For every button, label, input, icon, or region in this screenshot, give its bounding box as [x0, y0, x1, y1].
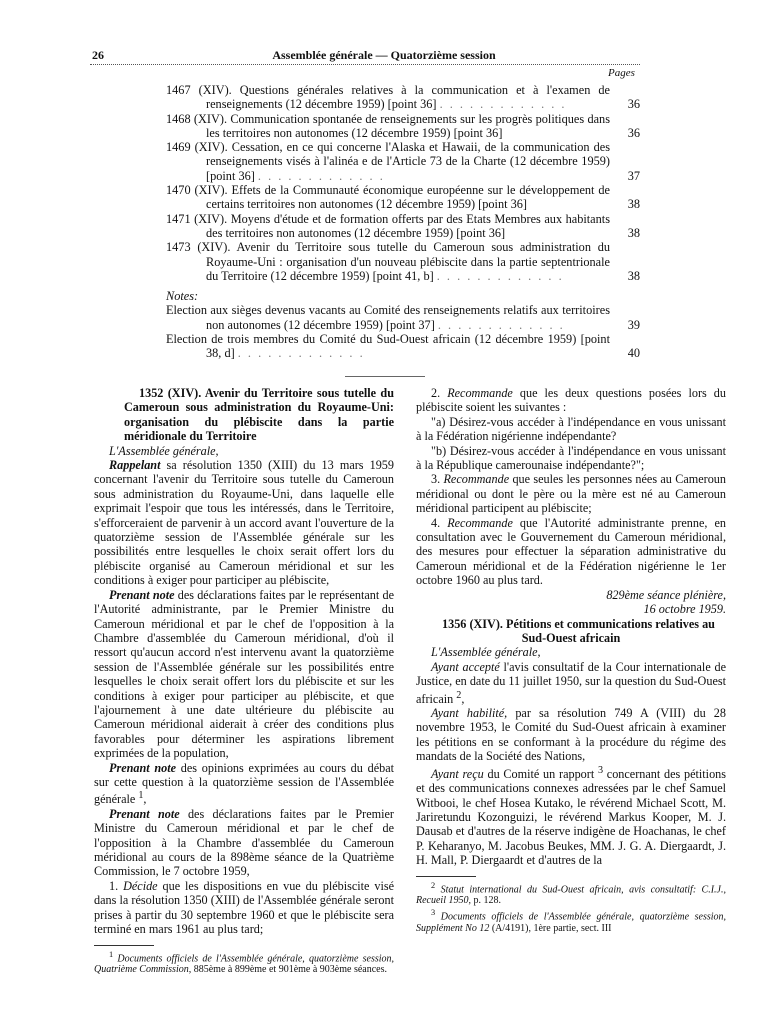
toc-note-text: Election de trois membres du Comité du Sud-Ouest africain (12 décembre 1959) [point 38, d] [166, 332, 610, 361]
plebiscite-question-a: "a) Désirez-vous accéder à l'indépendance en vous unissant à la Fédération nigérienne indépendante? [416, 414, 726, 444]
preamble-paragraph [94, 761, 394, 807]
footnote-marker: 1 [109, 949, 114, 959]
dot-leader: . . . . . . . . . . . . . [257, 168, 385, 183]
paragraph-number: 2. [431, 386, 448, 400]
footnote-2 [416, 880, 726, 907]
right-column [416, 386, 726, 934]
preamble-verb: Ayant accepté [431, 659, 500, 674]
footnote-3 [416, 907, 726, 934]
preamble-verb: Prenant note [109, 760, 177, 775]
preamble-text: des opinions exprimées au cours du débat sur cette question à la quatorzième session de l'Assemblée générale [94, 760, 394, 807]
dot-leader: . . . . . . . . . . . . . [437, 317, 565, 332]
toc-note-page: 40 [627, 346, 640, 361]
table-of-contents [166, 83, 640, 361]
notes-label: Notes: [166, 289, 199, 304]
preamble-verb: Prenant note [109, 806, 180, 821]
paragraph-number: 4. [431, 515, 448, 530]
preamble-text: par sa résolution 749 A (VIII) du 28 novembre 1953, le Comité du Sud-Ouest africain à examiner les pétitions en se conformant à la procédure du régime des mandats de la Société des Nations, [416, 706, 726, 764]
preamble-text: des déclarations faites par le représentant de l'Autorité administrante, par le Premier Ministre du Cameroun méridional et par le chef de l'opposition à la Chambre d'assemblée du Cameroun méridional, d'où il ressort qu'aucun accord n'est intervenu avant la quatorzième session de l'Assemblée générale sur les possibilités entre lesquelles le choix serait offert lors du plébiscite et sur les conditions à exiger pour participer au plébiscite, et que l'ajournement à une date ultérieure du plébiscite au Cameroun méridional aiderait à créer des conditions plus favorables pour déterminer les aspirations librement exprimées de la population, [94, 587, 394, 761]
resolution-intro: L'Assemblée générale, [109, 443, 219, 458]
running-head: Assemblée générale — Quatorzième session [272, 48, 496, 62]
preamble-verb: Ayant reçu [431, 766, 484, 781]
operative-text: que seules les personnes nées au Cameroun méridional ou dont le père ou la mère est né au Cameroun méridional participent au plébiscite; [416, 472, 726, 516]
toc-entry-text: 1467 (XIV). Questions générales relatives à la communication et à l'examen de renseignements (12 décembre 1959) [point 36] [166, 83, 610, 112]
toc-entry-page: 36 [627, 97, 640, 112]
page-number: 26 [92, 48, 104, 62]
paragraph-number: 1. [109, 878, 124, 893]
operative-verb: Recommande [447, 515, 513, 530]
operative-text: que les deux questions posées lors du plébiscite soient les suivantes : [416, 386, 726, 415]
toc-entry [166, 140, 640, 183]
preamble-text: l'avis consultatif de la Cour internationale de Justice, en date du 11 juillet 1950, sur la question du Sud-Ouest africain [416, 659, 727, 706]
toc-entry-text: 1468 (XIV). Communication spontanée de renseignements sur les progrès politiques dans les territoires non autonomes (12 décembre 1959) [point 36] [166, 111, 610, 140]
toc-entry [166, 83, 640, 112]
toc-entry [166, 183, 640, 212]
footnote-citation: Statut international du Sud-Ouest africain, avis consultatif: C.I.J., Recueil 1950, [416, 883, 726, 907]
plebiscite-question-b: "b) Désirez-vous accéder à l'indépendance en vous unissant à la République camerounaise indépendante?"; [416, 443, 726, 473]
resolution-intro: L'Assemblée générale, [431, 645, 541, 660]
operative-text: que les dispositions en vue du plébiscite visé dans la résolution 1350 (XIII) de l'Assemblée générale seront prises à partir du 30 septembre 1960 et que le plébiscite sera terminé en mars 1961 au plus tard; [94, 878, 395, 937]
operative-verb: Décide [123, 878, 158, 893]
operative-verb: Recommande [443, 472, 510, 487]
dot-leader: . . . . . . . . . . . . . [237, 346, 365, 361]
footnote-citation: Documents officiels de l'Assemblée générale, quatorzième session, Quatrième Commission, [94, 952, 394, 976]
footnote-ref: 3 [597, 764, 604, 776]
left-column [94, 386, 394, 976]
footnote-rule [94, 945, 154, 946]
preamble-paragraph [94, 458, 394, 588]
footnote-ref: 1 [138, 790, 144, 802]
toc-entry [166, 212, 640, 241]
preamble-verb: Ayant habilité, [431, 706, 508, 720]
footnote-text: (A/4191), 1ère partie, sect. III [489, 922, 612, 934]
section-divider [345, 376, 425, 377]
dot-leader: . . . . . . . . . . . . . [439, 97, 567, 112]
operative-paragraph [416, 386, 726, 415]
toc-entry-text: 1473 (XIV). Avenir du Territoire sous tutelle du Cameroun sous administration du Royaume-Uni : organisation d'un nouveau plébiscite dans la partie septentrionale du Territoire (12 décembre 1959) [point 41, b] [166, 240, 610, 283]
resolution-1356-title: 1356 (XIV). Pétitions et communications relatives au Sud-Ouest africain [442, 616, 715, 645]
preamble-text: , [461, 691, 465, 706]
pages-column-label: Pages [608, 67, 635, 79]
preamble-text: sa résolution 1350 (XIII) du 13 mars 1959 concernant l'avenir du Territoire sous tutelle du Cameroun sous administration du Royaume-Uni, dans laquelle elle exprimait l'espoir que tous les intéressés, dans le Territoire, s'efforceraient de parvenir à un accord avant l'ouverture de la quatorzième session de l'Assemblée générale sur les possibilités entre lesquelles le choix serait offert lors du plébiscite organisé au Cameroun méridional et sur les conditions à exiger pour participer au plébiscite, [94, 458, 394, 588]
operative-paragraph [94, 879, 394, 937]
footnote-text: 885ème à 899ème et 901ème à 903ème séances. [191, 964, 387, 976]
toc-entry-text: 1469 (XIV). Cessation, en ce qui concerne l'Alaska et Hawaii, de la communication des renseignements visés à l'alinéa e de l'Article 73 de la Charte (12 décembre 1959) [point 36] [166, 140, 610, 183]
operative-verb: Recommande [447, 386, 513, 400]
preamble-verb: Rappelant [109, 458, 161, 473]
toc-entry [166, 240, 640, 283]
meeting-signature: 829ème séance plénière, [606, 587, 726, 602]
header-rule [90, 64, 640, 65]
preamble-paragraph [416, 764, 726, 868]
preamble-paragraph [94, 807, 394, 879]
toc-entry-page: 38 [627, 225, 640, 240]
toc-entry-text: 1471 (XIV). Moyens d'étude et de formation offerts par des Etats Membres aux habitants des territoires non autonomes (12 décembre 1959) [point 36] [166, 211, 610, 240]
preamble-text: du Comité un rapport [483, 766, 598, 781]
preamble-paragraph [94, 588, 394, 761]
toc-note-text: Election aux sièges devenus vacants au Comité des renseignements relatifs aux territoires non autonomes (12 décembre 1959) [point 37] [166, 303, 610, 332]
dot-leader: . . . . . . . . . . . . . [436, 268, 564, 283]
preamble-paragraph [416, 706, 726, 764]
operative-paragraph [416, 516, 726, 588]
toc-entry-page: 38 [627, 268, 640, 283]
paragraph-number: 3. [431, 472, 444, 487]
toc-entry [166, 112, 640, 141]
footnote-text: p. 128. [470, 895, 501, 907]
toc-entry-text: 1470 (XIV). Effets de la Communauté économique européenne sur le développement de certains territoires non autonomes (12 décembre 1959) [point 36] [166, 183, 610, 212]
toc-entry-page: 37 [627, 168, 640, 183]
footnote-1 [94, 949, 394, 976]
preamble-verb: Prenant note [109, 587, 175, 602]
footnote-rule [416, 876, 476, 877]
footnote-citation: Documents officiels de l'Assemblée générale, quatorzième session, Supplément No 12 [416, 911, 727, 934]
footnote-marker: 3 [431, 907, 436, 917]
toc-entry-page: 38 [627, 197, 640, 212]
preamble-text: concernant des pétitions et des communications connexes adressées par le chef Samuel Witbooi, le chef Hosea Kutako, le révérend Michael Scott, M. Jariretundu Kozonguizi, le révérend Markus Kooper, M. J. Dausab et d'autres de la réserve indigène de Hoachanas, le chef P. Keharanyo, M. Jacobus Beukes, MM. J. G. A. Diergaardt, J. H. Mall, P. Diergaardt et d'autres de la [416, 766, 726, 868]
meeting-date: 16 octobre 1959. [643, 602, 726, 617]
toc-entry-page: 36 [627, 125, 640, 140]
preamble-text: , [143, 792, 147, 807]
operative-text: que l'Autorité administrante prenne, en consultation avec le Gouvernement du Cameroun méridional, des mesures pour effectuer la séparation administrative du Cameroun méridional et de la Fédération nigérienne le 1er octobre 1960 au plus tard. [416, 515, 726, 588]
preamble-paragraph [416, 660, 726, 706]
footnote-ref: 2 [456, 689, 462, 701]
footnote-marker: 2 [431, 880, 436, 890]
operative-paragraph [416, 472, 726, 515]
resolution-1352-title: 1352 (XIV). Avenir du Territoire sous tutelle du Cameroun sous administration du Royaume-Uni: organisation du plébiscite dans la partie méridionale du Territoire [124, 386, 394, 444]
toc-note [166, 332, 640, 361]
toc-note-page: 39 [627, 317, 640, 332]
preamble-text: des déclarations faites par le Premier Ministre du Cameroun méridional et par le chef de l'opposition à la Chambre d'assemblée du Cameroun méridional au cours de la 898ème séance de la Quatrième Commission, le 7 octobre 1959, [94, 806, 394, 879]
toc-note [166, 303, 640, 332]
